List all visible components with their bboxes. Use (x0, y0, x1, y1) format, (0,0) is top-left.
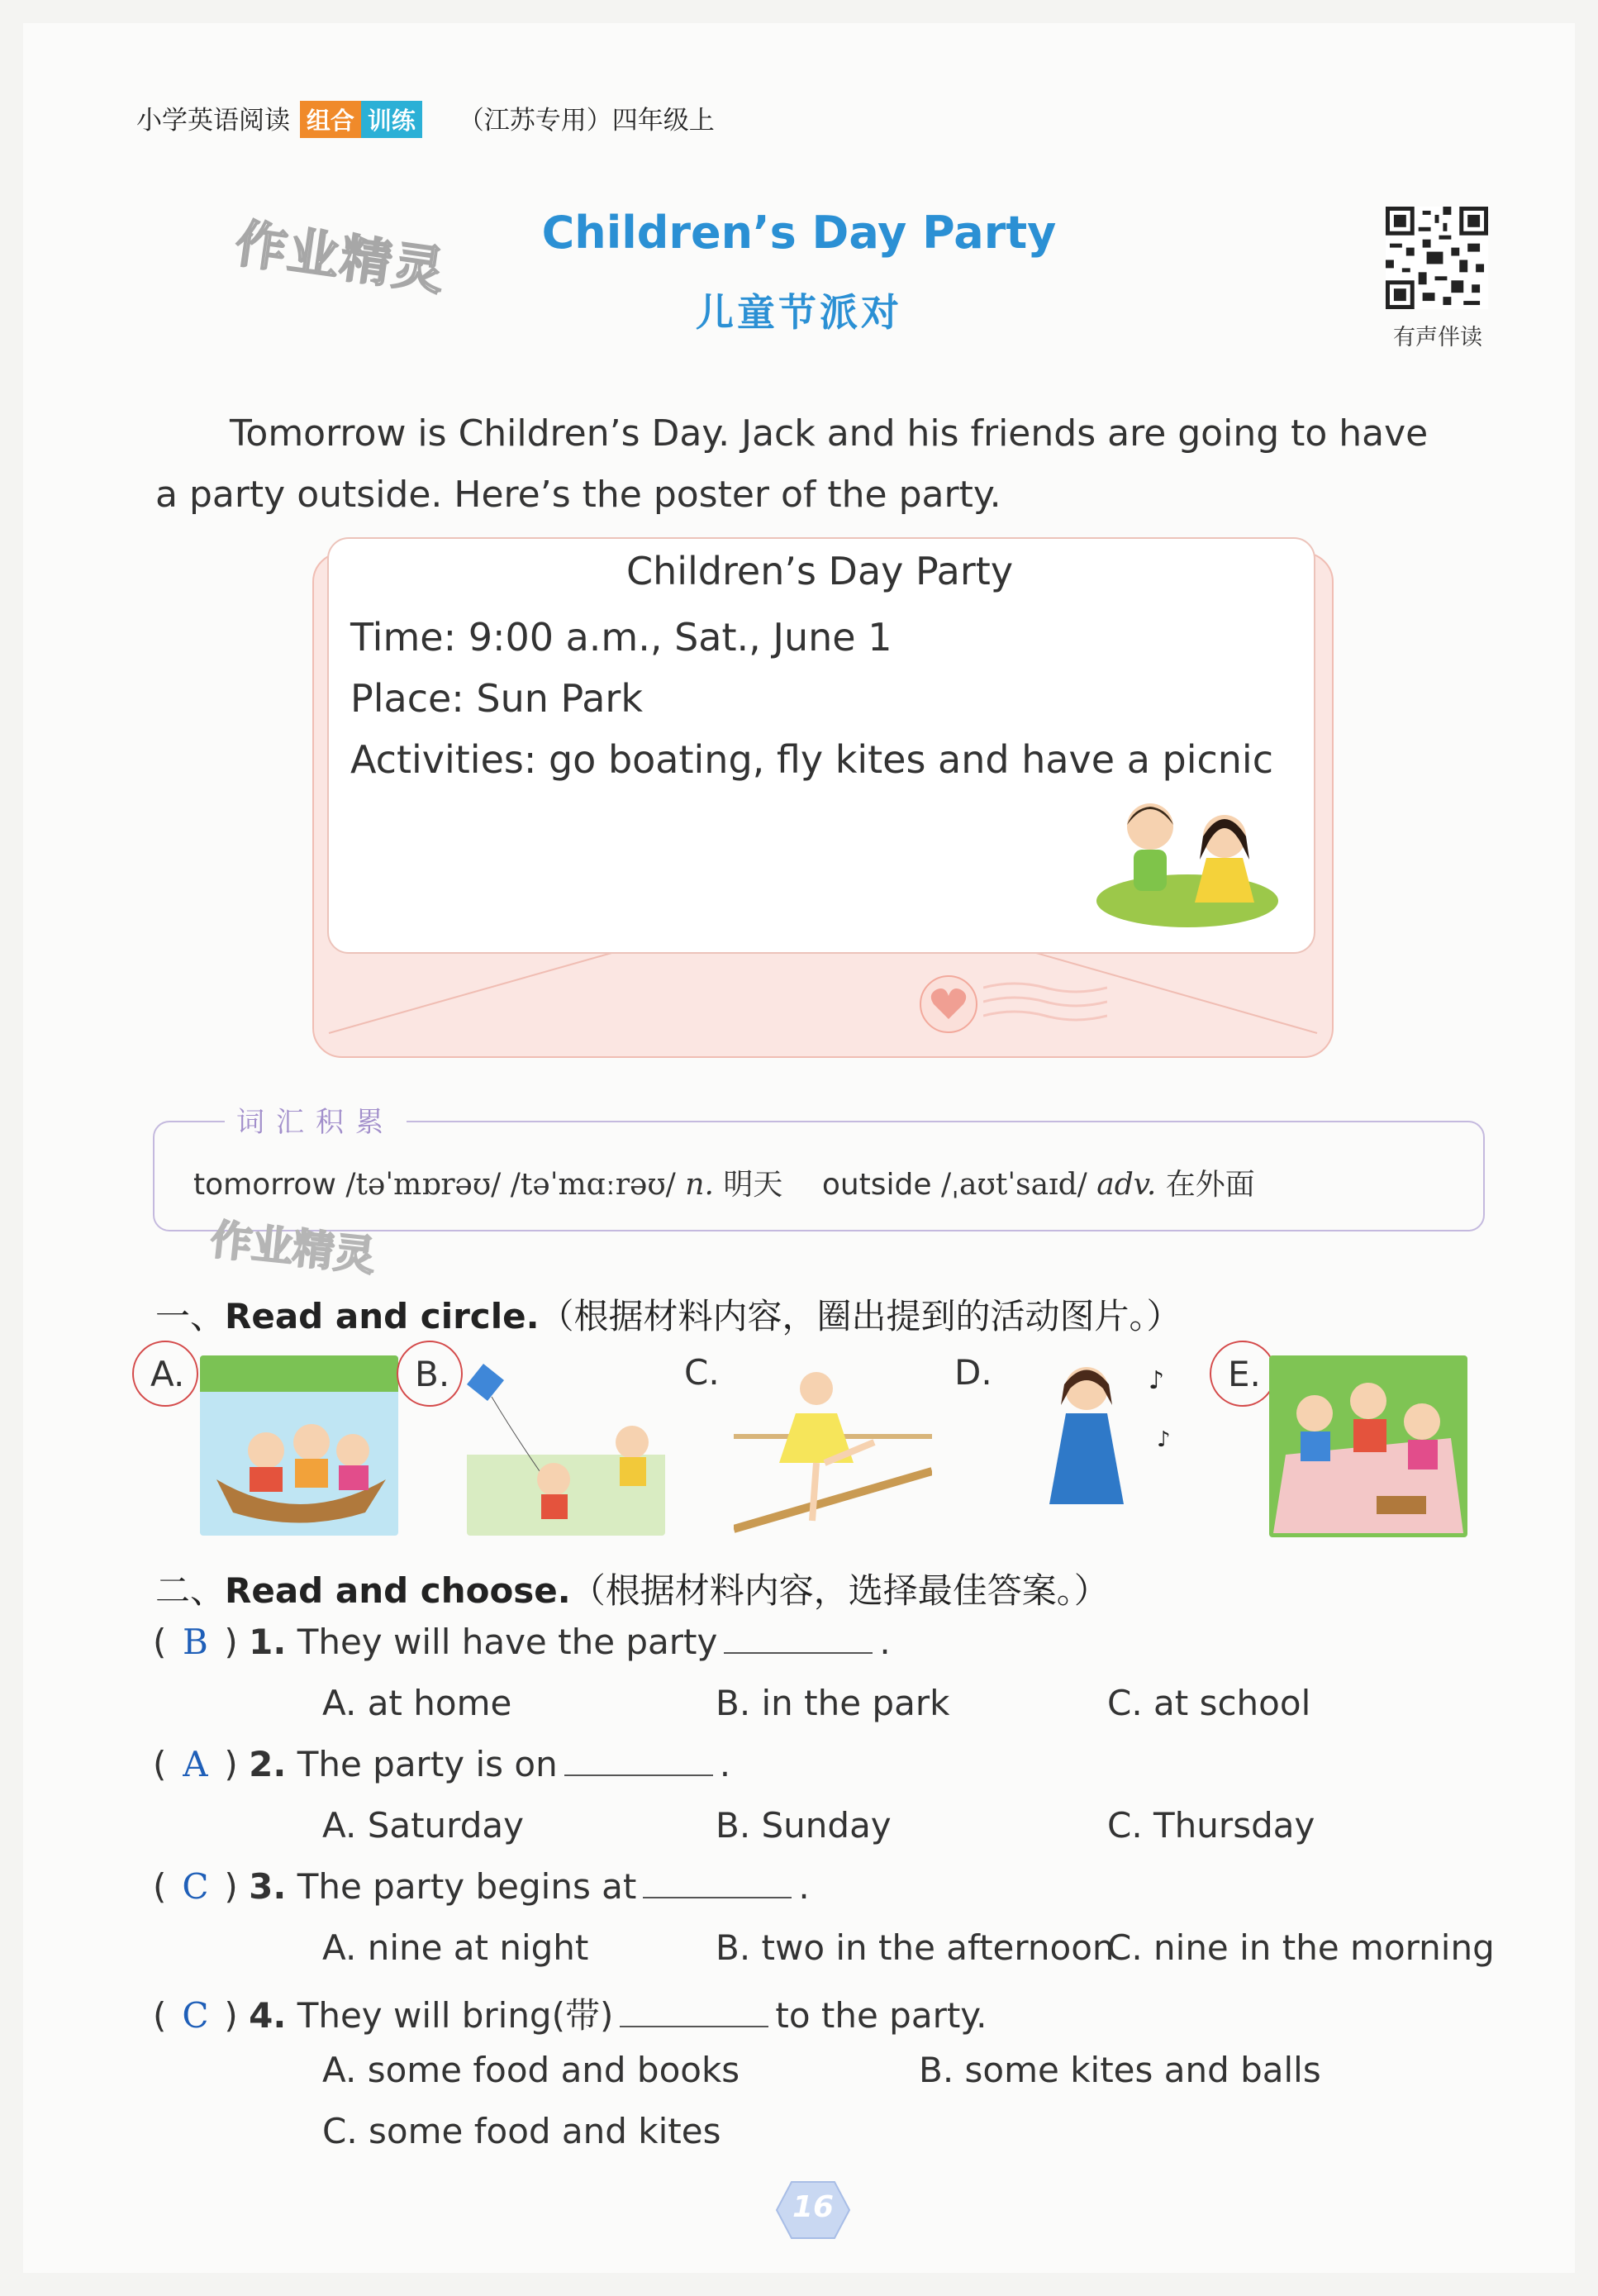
page-title: Children’s Day Party (541, 207, 1057, 259)
option-c-label: C. (684, 1352, 720, 1393)
page-number: 16 (792, 2190, 835, 2224)
section-2-number: 二、 (155, 1570, 226, 1611)
question-2: ( A ) 2. The party is on . (153, 1744, 731, 1784)
vocab-meaning-tomorrow: 明天 (723, 1168, 783, 1202)
section-2-title: Read and choose. (225, 1570, 571, 1611)
question-4-blank (620, 2026, 768, 2027)
q4-choice-a[interactable]: A. some food and books (322, 2050, 740, 2090)
vocab-word-tomorrow: tomorrow (193, 1168, 336, 1202)
section-1-instruction: （根据材料内容，圈出提到的活动图片。） (539, 1296, 1182, 1336)
q4-choice-b[interactable]: B. some kites and balls (919, 2050, 1321, 2090)
answer-4[interactable]: C (182, 1995, 209, 2036)
vocab-phonetic-tomorrow: /təˈmɒrəʊ/ /təˈmɑːrəʊ/ (345, 1168, 676, 1202)
q1-choice-c[interactable]: C. at school (1107, 1683, 1311, 1723)
picture-singing[interactable] (1008, 1355, 1206, 1536)
picture-ballet-dancing[interactable] (734, 1355, 932, 1536)
children-illustration (1092, 793, 1282, 934)
book-edition: （江苏专用）四年级上 (458, 106, 715, 136)
question-2-blank (564, 1774, 713, 1776)
section-2-heading (155, 1564, 1109, 1613)
q2-choice-b[interactable]: B. Sunday (716, 1805, 892, 1846)
vocab-word-outside: outside (821, 1168, 932, 1202)
option-e-label: E. (1228, 1354, 1261, 1394)
poster-place: Place: Sun Park (350, 676, 643, 721)
vocab-pos-outside: adv. (1096, 1168, 1157, 1202)
book-title: 小学英语阅读 (136, 106, 290, 136)
poster-title: Children’s Day Party (625, 549, 1014, 593)
picture-picnic[interactable] (1269, 1355, 1467, 1537)
section-1-number: 一、 (155, 1296, 226, 1336)
svg-text:♪: ♪ (1157, 1427, 1171, 1452)
question-2-number: 2. (249, 1744, 287, 1784)
option-c[interactable] (668, 1341, 734, 1407)
section-1-heading (155, 1289, 1182, 1339)
q3-choice-a[interactable]: A. nine at night (322, 1927, 589, 1968)
qr-label: 有声伴读 (1393, 325, 1482, 350)
question-3-end: . (798, 1866, 810, 1907)
vocab-pos-tomorrow: n. (685, 1168, 714, 1202)
passage (155, 403, 1510, 526)
question-3-number: 3. (249, 1866, 287, 1907)
postmark-lines (983, 975, 1107, 1033)
passage-line-1: Tomorrow is Children’s Day. Jack and his friends are going to have (230, 412, 1429, 455)
option-a-label: A. (150, 1354, 185, 1394)
answer-3[interactable]: C (182, 1866, 209, 1907)
q2-choice-a[interactable]: A. Saturday (322, 1805, 524, 1846)
question-2-stem: The party is on (297, 1744, 558, 1784)
vocabulary-label: 词汇积累 (225, 1099, 407, 1140)
vocabulary-entries (193, 1161, 1255, 1203)
q1-choice-a[interactable]: A. at home (322, 1683, 512, 1723)
tag-combo: 组合 (300, 101, 361, 138)
poster-activities: Activities: go boating, fly kites and have a picnic (350, 737, 1274, 782)
option-d-label: D. (954, 1352, 992, 1393)
q3-choice-b[interactable]: B. two in the afternoon (716, 1927, 1115, 1968)
vocab-meaning-outside: 在外面 (1165, 1168, 1255, 1202)
tag-train: 训练 (361, 101, 422, 138)
question-4-end: to the party. (775, 1995, 987, 2036)
watermark-logo: 作业精灵 (231, 212, 450, 302)
question-2-end: . (719, 1744, 731, 1784)
heart-stamp-icon (916, 971, 982, 1037)
picture-flying-kites[interactable] (467, 1355, 665, 1536)
question-1-stem: They will have the party (297, 1622, 718, 1662)
book-header (136, 99, 715, 138)
question-3: ( C ) 3. The party begins at . (153, 1866, 810, 1907)
section-2-instruction: （根据材料内容，选择最佳答案。） (570, 1570, 1109, 1611)
passage-line-2: a party outside. Here’s the poster of the party. (155, 474, 1001, 516)
poster-time: Time: 9:00 a.m., Sat., June 1 (350, 615, 892, 660)
option-e-circled[interactable] (1210, 1341, 1276, 1407)
question-4: ( C ) 4. They will bring(带) to the party. (153, 1995, 987, 2036)
page-subtitle: 儿童节派对 (696, 290, 902, 335)
option-b-label: B. (415, 1354, 450, 1394)
question-4-stem: They will bring(带) (297, 1995, 614, 2036)
q1-choice-b[interactable]: B. in the park (716, 1683, 950, 1723)
question-3-stem: The party begins at (297, 1866, 637, 1907)
question-1: ( B ) 1. They will have the party . (153, 1622, 891, 1662)
qr-code-icon[interactable] (1386, 207, 1488, 309)
answer-2[interactable]: A (183, 1744, 208, 1784)
q4-choice-c[interactable]: C. some food and kites (322, 2111, 721, 2151)
question-4-number: 4. (249, 1995, 287, 2036)
q2-choice-c[interactable]: C. Thursday (1107, 1805, 1315, 1846)
answer-1[interactable]: B (182, 1622, 208, 1662)
option-b-circled[interactable] (397, 1341, 463, 1407)
svg-text:♪: ♪ (1149, 1366, 1165, 1395)
option-a-circled[interactable] (132, 1341, 198, 1407)
watermark-logo-small: 作业精灵 (208, 1215, 378, 1281)
vocab-phonetic-outside: /ˌaʊtˈsaɪd/ (941, 1168, 1087, 1202)
question-1-end: . (879, 1622, 891, 1662)
question-1-number: 1. (249, 1622, 287, 1662)
question-1-blank (724, 1652, 873, 1654)
section-1-title: Read and circle. (225, 1296, 540, 1336)
question-3-blank (643, 1897, 792, 1898)
option-d[interactable] (938, 1341, 1004, 1407)
q3-choice-c[interactable]: C. nine in the morning (1107, 1927, 1495, 1968)
picture-boating[interactable] (200, 1355, 398, 1536)
